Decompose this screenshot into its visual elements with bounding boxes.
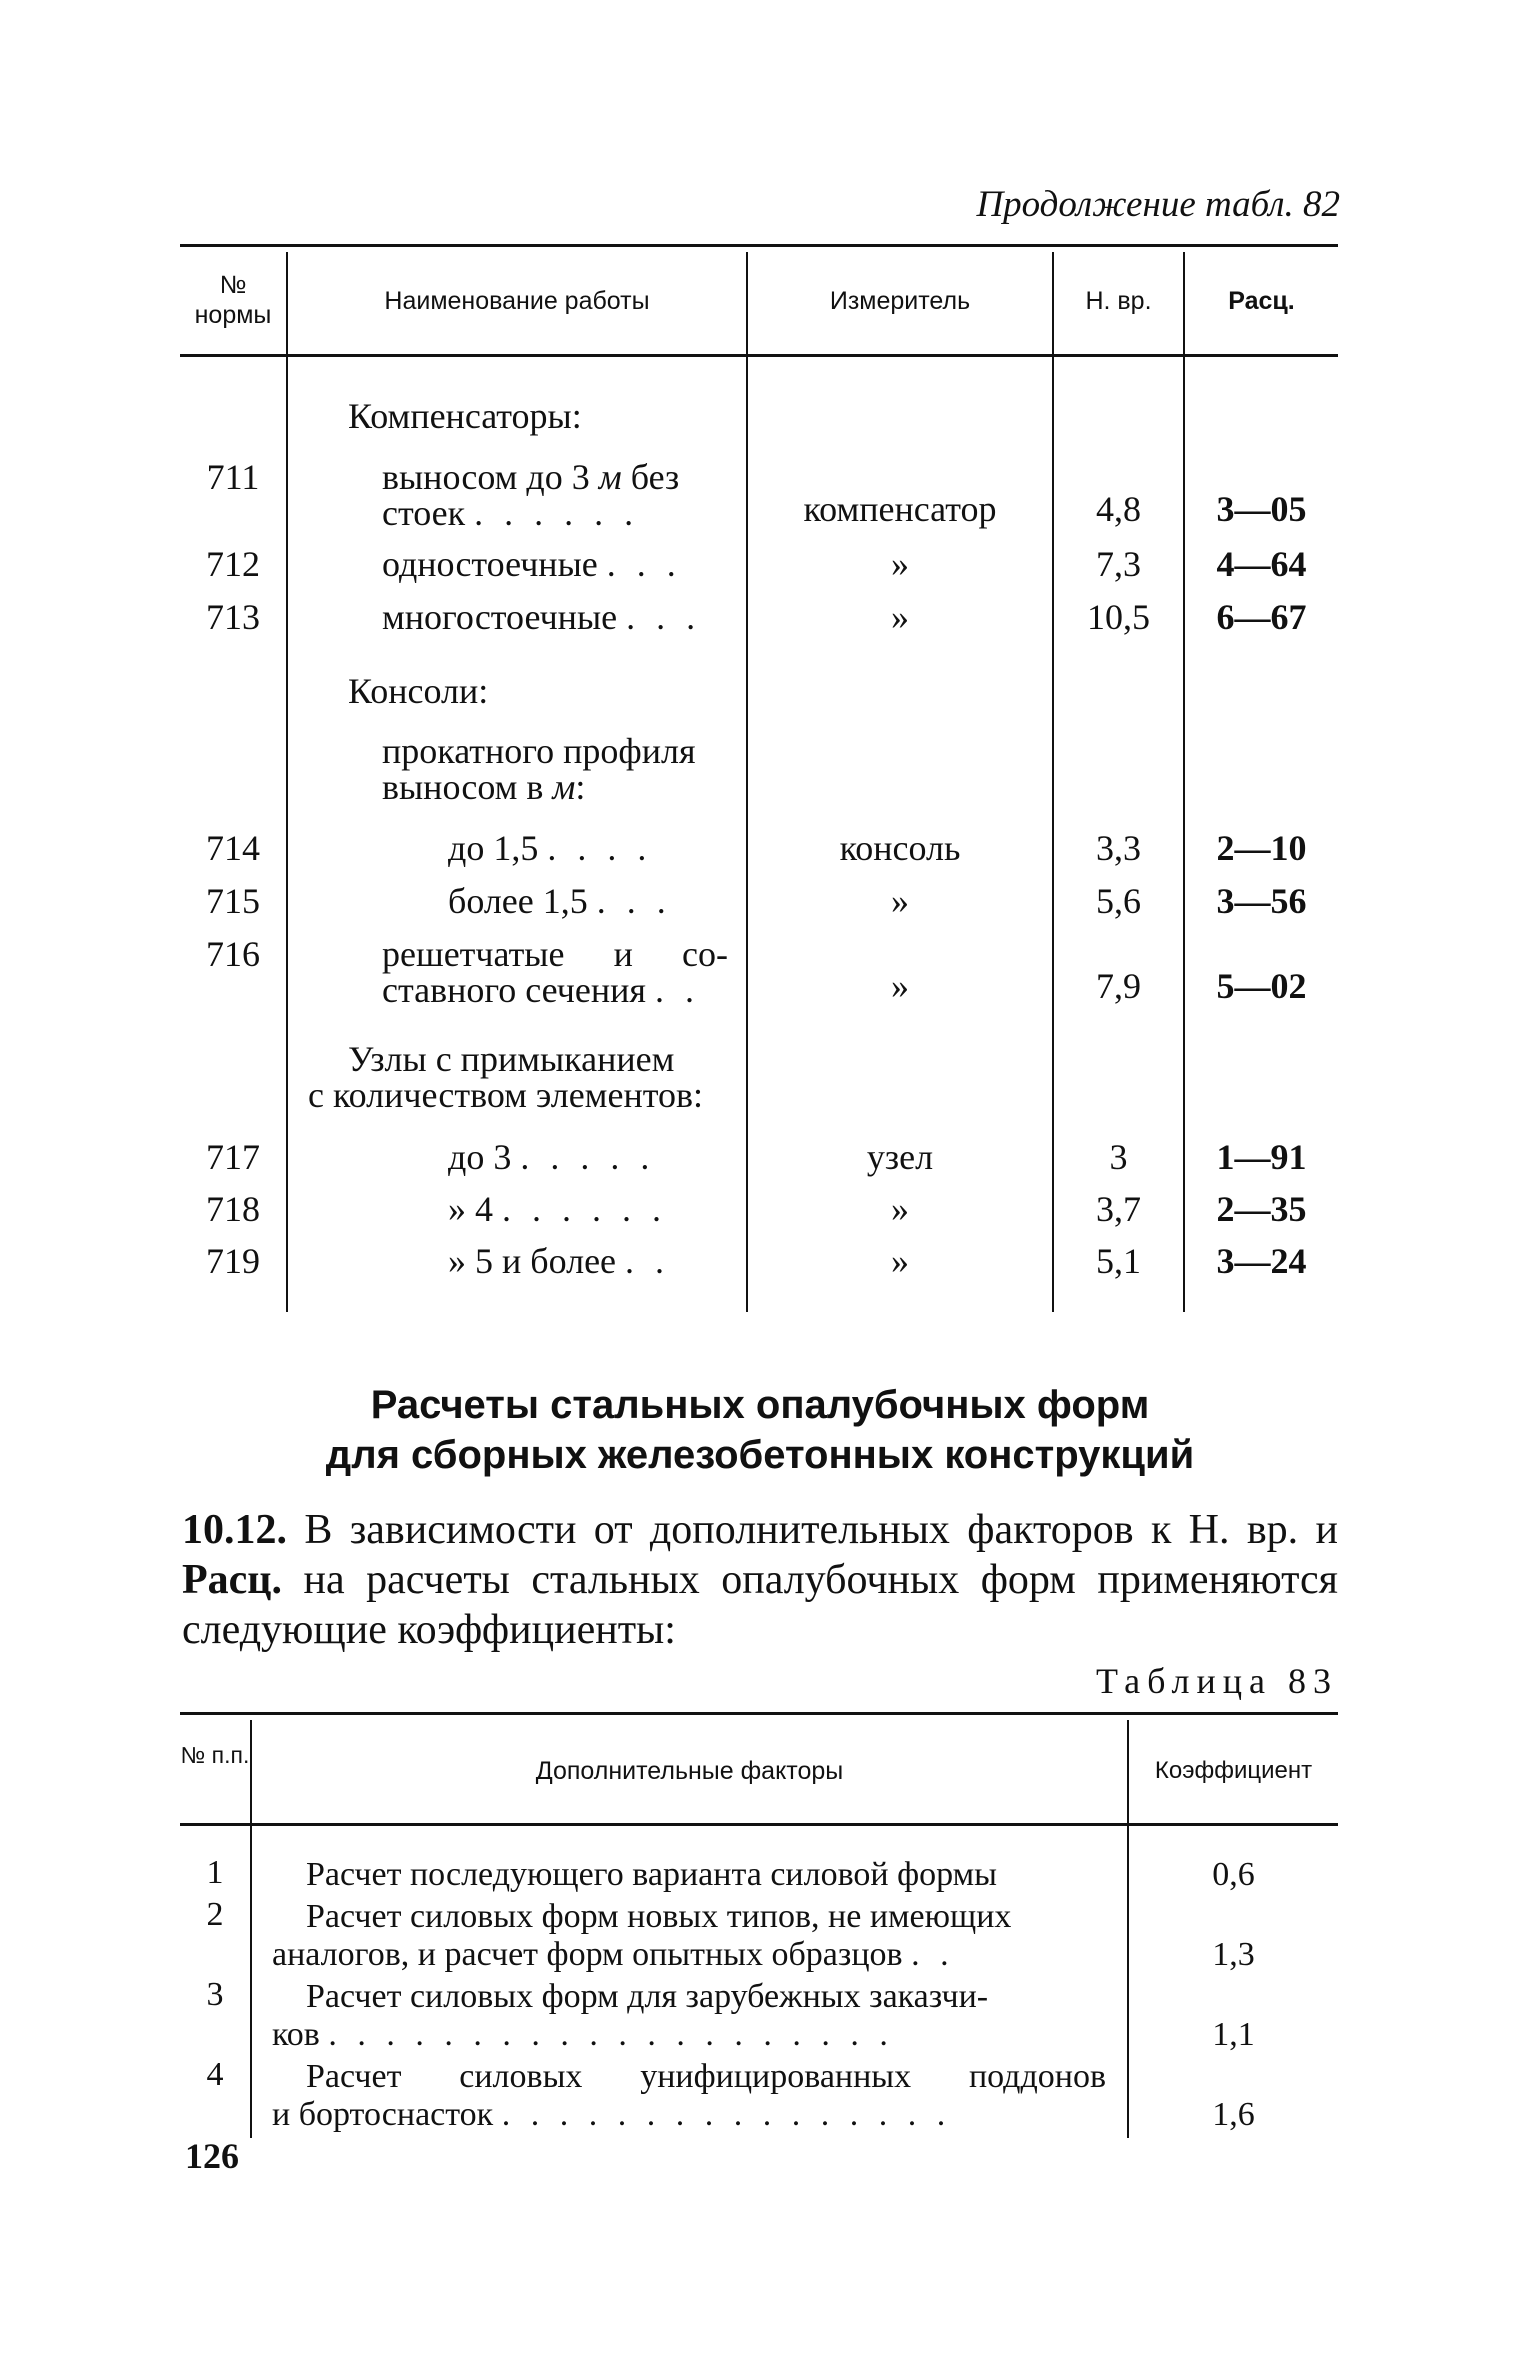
header-item-number: № п.п. (180, 1742, 250, 1768)
row-name-continued: ставного сечения . . (382, 970, 700, 1010)
paragraph-text-part-1: В зависимости от дополнительных факторов к Н. вр. и (304, 1507, 1338, 1553)
table-header-rule (180, 354, 1338, 357)
row-rate: 3—24 (1216, 1241, 1307, 1281)
header-coefficient: Коэффициент (1154, 1757, 1313, 1784)
row-number: 715 (206, 881, 260, 921)
row-number: 1 (206, 1854, 224, 1891)
row-number: 2 (206, 1896, 224, 1933)
row-rate: 5—02 (1216, 966, 1307, 1006)
row-factor: Расчет силовых унифицированных поддонов (306, 2058, 1106, 2095)
row-number: 712 (206, 544, 260, 584)
row-factor-continued: ков . . . . . . . . . . . . . . . . . . . . (272, 2016, 894, 2053)
row-time: 5,1 (1096, 1241, 1141, 1281)
row-number: 716 (206, 934, 260, 974)
row-coefficient: 0,6 (1212, 1856, 1255, 1893)
row-time: 10,5 (1087, 597, 1150, 637)
paragraph-10-12 (182, 1505, 1338, 1655)
table-top-rule (180, 1712, 1338, 1715)
row-number: 719 (206, 1241, 260, 1281)
row-factor-continued: аналогов, и расчет форм опытных образцов . . (272, 1936, 955, 1973)
row-name: » 4 . . . . . . (448, 1189, 667, 1229)
header-unit: Измеритель (829, 287, 971, 315)
row-rate: 2—10 (1216, 828, 1307, 868)
row-unit: » (891, 881, 909, 921)
row-factor: Расчет силовых форм новых типов, не имеющих (306, 1898, 1012, 1935)
row-rate: 2—35 (1216, 1189, 1307, 1229)
row-coefficient: 1,1 (1212, 2016, 1255, 2053)
row-number: 4 (206, 2056, 224, 2093)
row-rate: 1—91 (1216, 1137, 1307, 1177)
table-top-rule (180, 244, 1338, 247)
column-divider (286, 252, 288, 1312)
row-number: 717 (206, 1137, 260, 1177)
row-name: более 1,5 . . . (448, 881, 672, 921)
row-unit: » (891, 597, 909, 637)
section-title-line-2: для сборных железобетонных конструкций (325, 1433, 1195, 1477)
row-unit: » (891, 544, 909, 584)
row-time: 7,9 (1096, 966, 1141, 1006)
table-label: Таблица 83 (1096, 1661, 1338, 1701)
row-number: 711 (206, 457, 260, 497)
row-rate: 4—64 (1216, 544, 1307, 584)
row-unit: » (891, 1241, 909, 1281)
row-factor: Расчет силовых форм для зарубежных заказчи- (306, 1978, 989, 2015)
section-title (180, 1380, 1340, 1480)
section-heading: Узлы с примыканием (348, 1039, 675, 1079)
section-title-line-1: Расчеты стальных опалубочных форм (370, 1383, 1150, 1427)
row-name: » 5 и более . . (448, 1241, 671, 1281)
row-time: 3,7 (1096, 1189, 1141, 1229)
row-unit: » (891, 1189, 909, 1229)
header-norm-number: № нормы (194, 271, 272, 329)
row-name-continued: стоек . . . . . . (382, 493, 640, 533)
row-name: одностоечные . . . (382, 544, 682, 584)
section-subheading-continued: выносом в м: (382, 767, 586, 807)
header-work-name: Наименование работы (384, 287, 650, 315)
section-subheading: прокатного профиля (382, 731, 696, 771)
row-name: до 1,5 . . . . (448, 828, 653, 868)
paragraph-text-part-2: на расчеты стальных опалубочных форм применяются следующие коэффициенты: (182, 1557, 1338, 1653)
row-unit: узел (866, 1137, 934, 1177)
row-name: многостоечные . . . (382, 597, 702, 637)
header-rate: Расц. (1228, 287, 1295, 315)
section-heading: Консоли: (348, 671, 489, 711)
row-coefficient: 1,3 (1212, 1936, 1255, 1973)
row-name: решетчатые и со- (382, 934, 728, 974)
row-unit: » (891, 966, 909, 1006)
paragraph-number: 10.12. (182, 1507, 287, 1553)
header-factors: Дополнительные факторы (535, 1757, 844, 1785)
row-factor-continued: и бортоснасток . . . . . . . . . . . . . . . . (272, 2096, 952, 2133)
row-unit: компенсатор (803, 489, 997, 529)
row-rate: 3—56 (1216, 881, 1307, 921)
row-unit: консоль (839, 828, 961, 868)
row-name: до 3 . . . . . (448, 1137, 656, 1177)
page-number: 126 (185, 2136, 239, 2176)
table-header-rule (180, 1823, 1338, 1826)
row-rate: 6—67 (1216, 597, 1307, 637)
row-number: 718 (206, 1189, 260, 1229)
section-heading-continued: с количеством элементов: (308, 1075, 703, 1115)
row-time: 3 (1109, 1137, 1128, 1177)
row-number: 713 (206, 597, 260, 637)
row-time: 4,8 (1096, 489, 1141, 529)
row-name: выносом до 3 м без (382, 457, 680, 497)
row-number: 714 (206, 828, 260, 868)
table-continuation-caption: Продолжение табл. 82 (976, 184, 1340, 225)
header-time-norm: Н. вр. (1085, 287, 1152, 315)
row-number: 3 (206, 1976, 224, 2013)
row-time: 5,6 (1096, 881, 1141, 921)
row-time: 3,3 (1096, 828, 1141, 868)
row-time: 7,3 (1096, 544, 1141, 584)
row-factor: Расчет последующего варианта силовой формы (306, 1856, 997, 1893)
section-heading: Компенсаторы: (348, 396, 582, 436)
row-rate: 3—05 (1216, 489, 1307, 529)
row-coefficient: 1,6 (1212, 2096, 1255, 2133)
paragraph-bold-term: Расц. (182, 1557, 282, 1603)
